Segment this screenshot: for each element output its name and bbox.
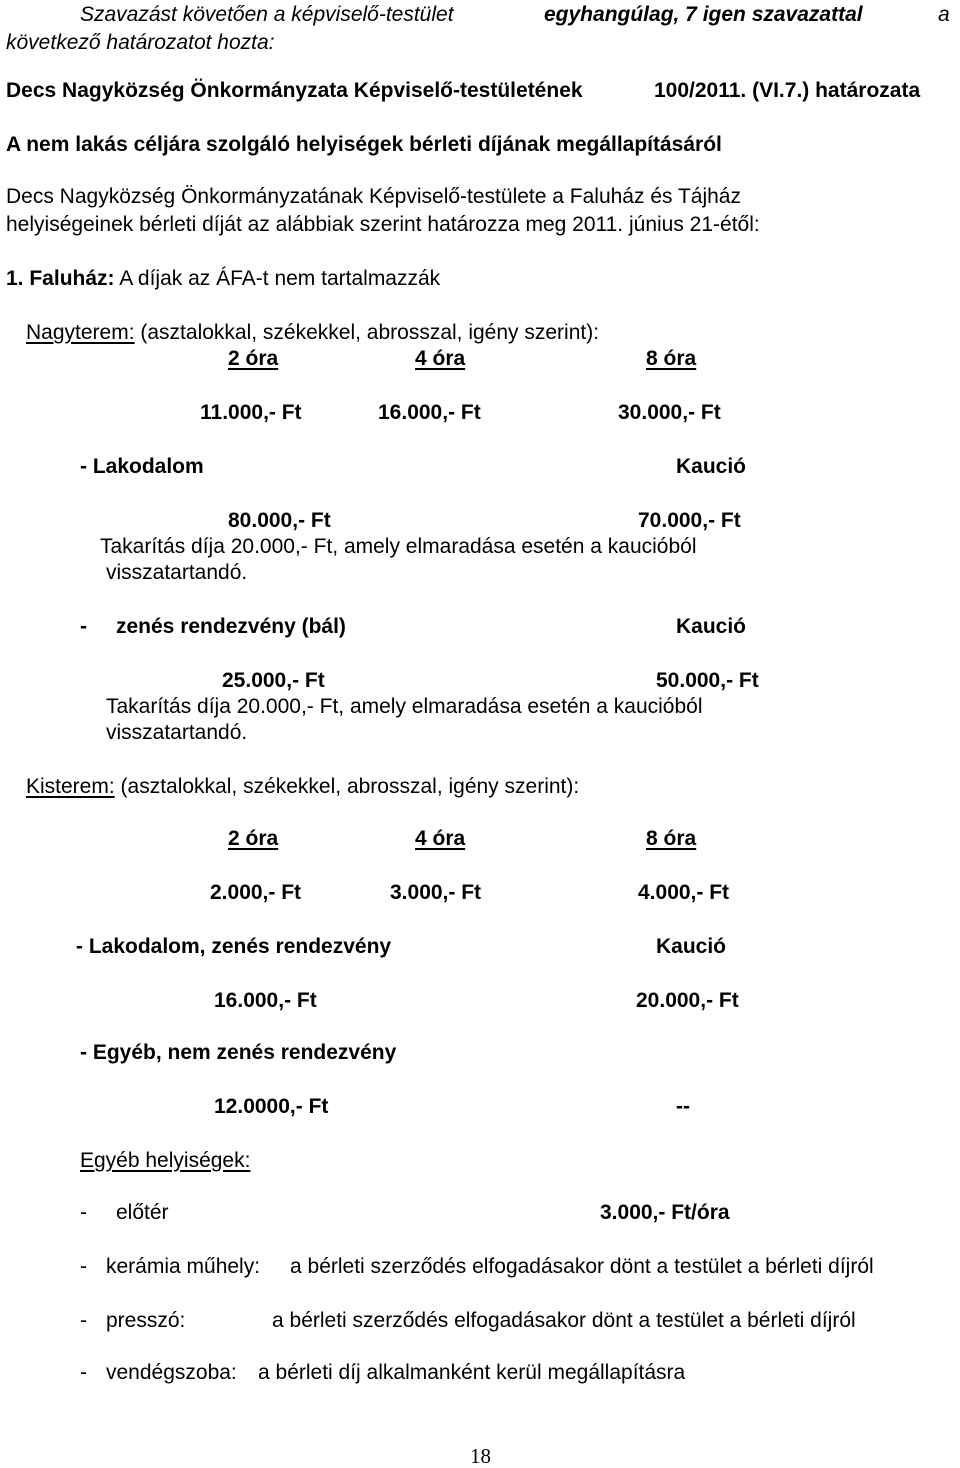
intro-text-bold: egyhangúlag, 7 igen szavazattal: [544, 3, 863, 26]
nagyterem-header-4h: 4 óra: [415, 347, 466, 370]
intro-text-a: Szavazást követően a képviselő-testület: [80, 3, 454, 26]
kisterem-lakodalom-kaucio: 20.000,- Ft: [636, 989, 739, 1012]
nagyterem-bal-label: zenés rendezvény (bál): [116, 615, 346, 638]
nagyterem-lakodalom-kaucio-label: Kaució: [676, 455, 747, 478]
kisterem-label: Kisterem:: [26, 775, 115, 798]
kisterem-egyeb-label: - Egyéb, nem zenés rendezvény: [80, 1041, 397, 1064]
egyeb-item-dash: -: [80, 1201, 87, 1224]
nagyterem-bal-kaucio: 50.000,- Ft: [656, 669, 759, 692]
intro-text-line2: következő határozatot hozta:: [6, 31, 275, 54]
kisterem-price-8h: 4.000,- Ft: [638, 881, 730, 904]
resolution-body-line1: Decs Nagyközség Önkormányzatának Képviselő-testülete a Faluház és Tájház: [6, 185, 741, 208]
egyeb-item-name: előtér: [116, 1201, 169, 1224]
egyeb-item-name: presszó:: [106, 1309, 186, 1332]
faluhaz-heading: [6, 268, 440, 289]
nagyterem-header-2h: 2 óra: [228, 347, 279, 370]
nagyterem-desc: (asztalokkal, székekkel, abrosszal, igény szerint):: [134, 321, 600, 344]
egyeb-item-name: kerámia műhely:: [106, 1255, 261, 1278]
nagyterem-bal-dash: -: [80, 615, 87, 638]
page-number: 18: [470, 1444, 491, 1468]
egyeb-item-dash: -: [80, 1361, 87, 1384]
nagyterem-bal-price: 25.000,- Ft: [222, 669, 325, 692]
kisterem-kaucio-label: Kaució: [656, 935, 727, 958]
kisterem-price-4h: 3.000,- Ft: [390, 881, 482, 904]
egyeb-item-value: a bérleti díj alkalmanként kerül megállapításra: [258, 1361, 686, 1384]
kisterem-egyeb-price: 12.0000,- Ft: [214, 1095, 329, 1118]
egyeb-item-value: 3.000,- Ft/óra: [600, 1201, 730, 1224]
nagyterem-lakodalom-cleaning-2: visszatartandó.: [106, 561, 248, 584]
nagyterem-bal-cleaning: Takarítás díja 20.000,- Ft, amely elmaradása esetén a kaucióból: [106, 695, 703, 718]
kisterem-lakodalom-label: - Lakodalom, zenés rendezvény: [76, 935, 392, 958]
egyeb-item-dash: -: [80, 1309, 87, 1332]
resolution-title: A nem lakás céljára szolgáló helyiségek bérleti díjának megállapításáról: [6, 133, 722, 156]
resolution-header-right: 100/2011. (VI.7.) határozata: [654, 79, 921, 102]
faluhaz-label: 1. Faluház:: [6, 267, 115, 290]
resolution-header-left: Decs Nagyközség Önkormányzata Képviselő-testületének: [6, 79, 583, 102]
kisterem-header-8h: 8 óra: [646, 827, 697, 850]
kisterem-header-4h: 4 óra: [415, 827, 466, 850]
egyeb-item-dash: -: [80, 1255, 87, 1278]
nagyterem-price-2h: 11.000,- Ft: [200, 401, 302, 424]
kisterem-header-2h: 2 óra: [228, 827, 279, 850]
nagyterem-price-4h: 16.000,- Ft: [378, 401, 481, 424]
nagyterem-lakodalom-kaucio: 70.000,- Ft: [638, 509, 741, 532]
egyeb-heading: Egyéb helyiségek:: [80, 1149, 251, 1172]
kisterem-lakodalom-price: 16.000,- Ft: [214, 989, 317, 1012]
faluhaz-note: A díjak az ÁFA-t nem tartalmazzák: [114, 267, 441, 290]
intro-text-c: a: [938, 3, 950, 26]
nagyterem-header-8h: 8 óra: [646, 347, 697, 370]
nagyterem-heading: [26, 322, 599, 343]
kisterem-egyeb-kaucio: --: [676, 1095, 690, 1118]
nagyterem-bal-kaucio-label: Kaució: [676, 615, 747, 638]
egyeb-item-value: a bérleti szerződés elfogadásakor dönt a testület a bérleti díjról: [290, 1255, 874, 1278]
kisterem-heading: [26, 776, 579, 797]
nagyterem-bal-cleaning-2: visszatartandó.: [106, 721, 248, 744]
kisterem-price-2h: 2.000,- Ft: [210, 881, 302, 904]
nagyterem-lakodalom-price: 80.000,- Ft: [228, 509, 331, 532]
egyeb-item-name: vendégszoba:: [106, 1361, 237, 1384]
nagyterem-lakodalom-cleaning: Takarítás díja 20.000,- Ft, amely elmaradása esetén a kaucióból: [100, 535, 697, 558]
egyeb-item-value: a bérleti szerződés elfogadásakor dönt a testület a bérleti díjról: [272, 1309, 856, 1332]
nagyterem-label: Nagyterem:: [26, 321, 135, 344]
nagyterem-lakodalom-label: - Lakodalom: [80, 455, 204, 478]
kisterem-desc: (asztalokkal, székekkel, abrosszal, igény szerint):: [114, 775, 580, 798]
nagyterem-price-8h: 30.000,- Ft: [618, 401, 721, 424]
resolution-body-line2: helyiségeinek bérleti díját az alábbiak szerint határozza meg 2011. június 21-étől:: [6, 213, 760, 236]
